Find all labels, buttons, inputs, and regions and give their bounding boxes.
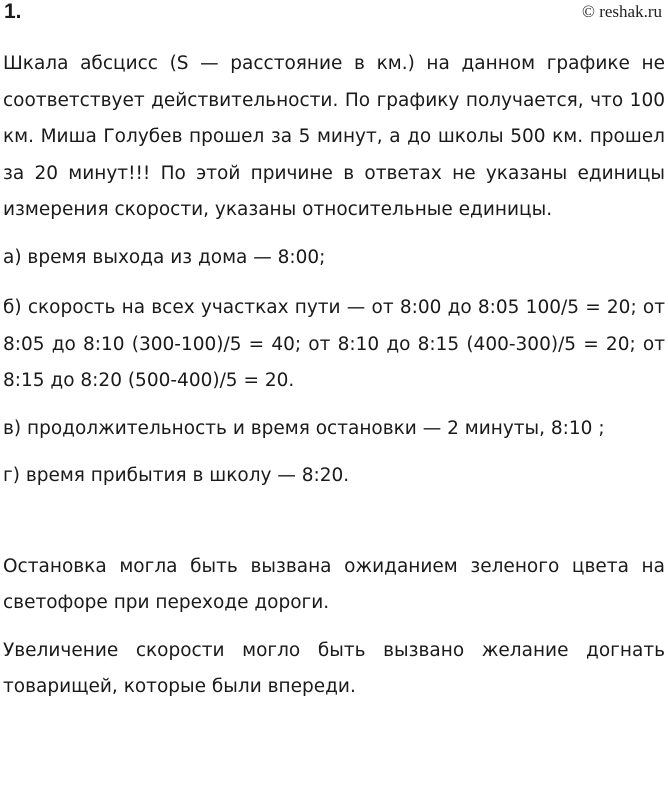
answer-a: а) время выхода из дома — 8:00; (3, 246, 326, 268)
answer-b: б) скорость на всех участках пути — от 8:00 до 8:05 100/5 = 20; от 8:05 до 8:10 (300-100)/5 = 40; от 8:10 до 8:15 (400-300)/5 = 20; от 8:15 до 8:20 (500-400)/5 = 20. (3, 297, 665, 391)
answer-g: г) время прибытия в школу — 8:20. (3, 465, 350, 486)
note-speed: Увеличение скорости могло быть вызвано желание догнать товарищей, которые были впереди. (3, 639, 665, 697)
watermark: © reshak.ru (582, 2, 662, 21)
answer-v: в) продолжительность и время остановки — 2 минуты, 8:10 ; (3, 417, 605, 439)
intro-paragraph: Шкала абсцисс (S — расстояние в км.) на данном графике не соответствует действительности. По графику получается, что 100 км. Миша Голубев прошел за 5 минут, а до школы 500 км. прошел за 20 минут!!! По этой причине в ответах не указаны единицы измерения скорости, указаны относительные единицы. (3, 53, 665, 220)
note-stop: Остановка могла быть вызвана ожиданием зеленого цвета на светофоре при переходе дороги. (3, 555, 665, 613)
page-header (0, 0, 668, 30)
solution-text (3, 46, 665, 706)
task-number: 1. (4, 0, 22, 23)
